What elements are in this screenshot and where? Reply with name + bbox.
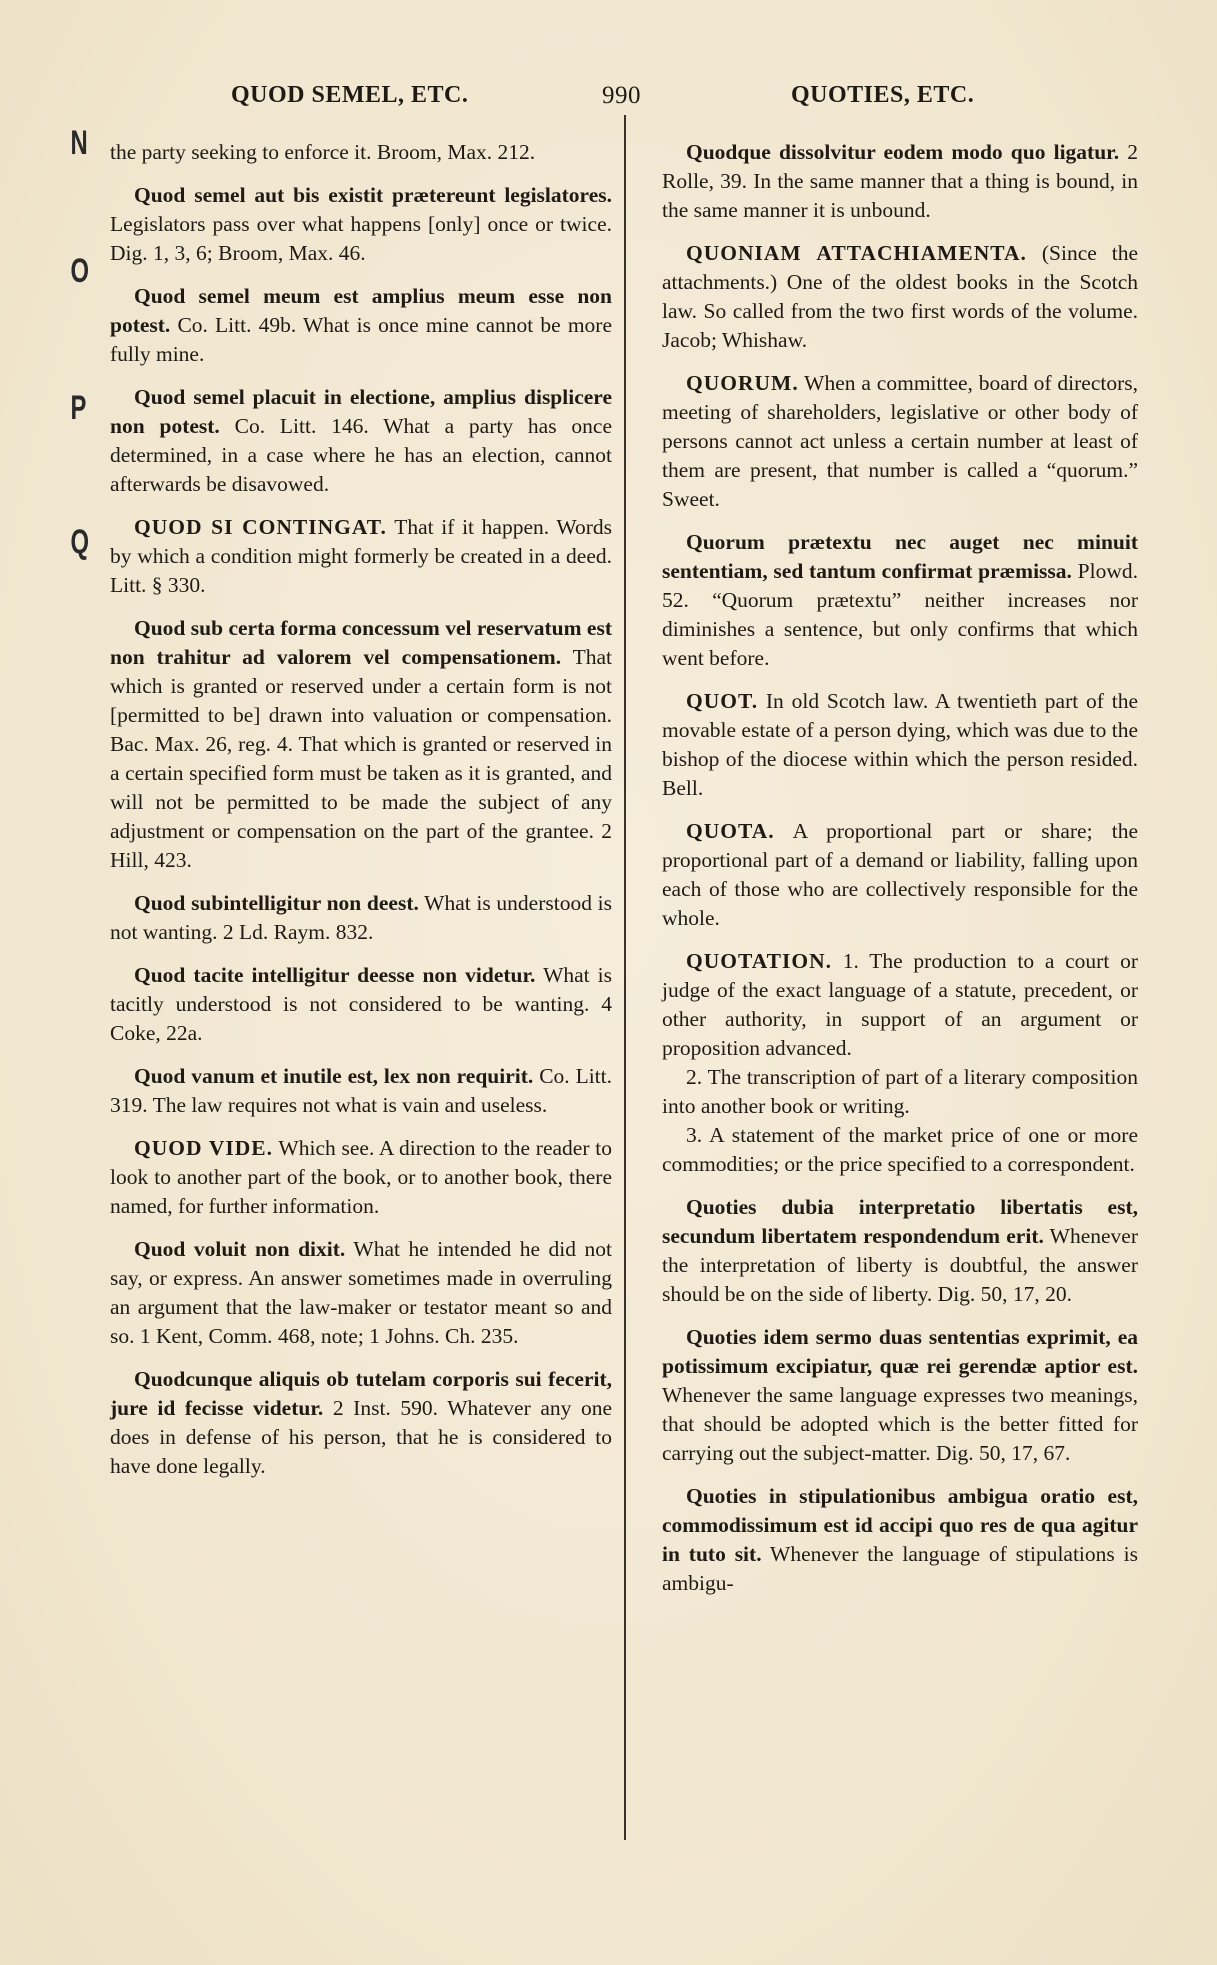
dictionary-entry: Quod semel placuit in electione, amplius displicere non potest. Co. Litt. 146. What a party has once determined, in a case where he has an election, cannot afterwards be disavowed. [110, 385, 612, 496]
left-column [110, 138, 612, 1495]
entry-definition: QUOTATION. 1. The production to a court or judge of the exact language of a statute, precedent, or other authority, in support of an argument or proposition advanced. [662, 949, 1138, 1060]
dictionary-entry: Quod semel meum est amplius meum esse non potest. Co. Litt. 49b. What is once mine cannot be more fully mine. [110, 284, 612, 366]
dictionary-entry: Quod voluit non dixit. What he intended he did not say, or express. An answer sometimes made in overruling an argument that the law-maker or testator meant so and so. 1 Kent, Comm. 468, note; 1 Johns. Ch. 235. [110, 1237, 612, 1348]
dictionary-entry: Quod sub certa forma concessum vel reservatum est non trahitur ad valorem vel compensationem. That which is granted or reserved under a certain form is not [permitted to be] drawn into valuation or compensation. Bac. Max. 26, reg. 4. That which is granted or reserved in a certain specified form must be taken as it is granted, and will not be permitted to be made the subject of any adjustment or compensation on the part of the grantee. 2 Hill, 423. [110, 616, 612, 872]
dictionary-entry: Quoties in stipulationibus ambigua oratio est, commodissimum est id accipi quo res de qua agitur in tuto sit. Whenever the language of stipulations is ambigu- [662, 1484, 1138, 1595]
dictionary-entry: QUOT. In old Scotch law. A twentieth part of the movable estate of a person dying, which was due to the bishop of the diocese within which the person resided. Bell. [662, 689, 1138, 800]
page-number: 990 [602, 82, 641, 109]
dictionary-entry: Quod vanum et inutile est, lex non requirit. Co. Litt. 319. The law requires not what is vain and useless. [110, 1064, 612, 1117]
dictionary-entry: the party seeking to enforce it. Broom, Max. 212. [110, 140, 536, 164]
thumb-index-letter-o[interactable]: O [70, 252, 90, 290]
entry-subdefinition: 2. The transcription of part of a literary composition into another book or writing. [662, 1065, 1138, 1118]
dictionary-entry: QUOTA. A proportional part or share; the proportional part of a demand or liability, falling upon each of those who are collectively responsible for the whole. [662, 819, 1138, 930]
dictionary-entry: QUOD SI CONTINGAT. That if it happen. Words by which a condition might formerly be created in a deed. Litt. § 330. [110, 515, 613, 597]
dictionary-entry: Quod semel aut bis existit prætereunt legislatores. Legislators pass over what happens [only] once or twice. Dig. 1, 3, 6; Broom, Max. 46. [110, 183, 612, 265]
column-divider [624, 115, 626, 1840]
running-header [0, 82, 1217, 122]
dictionary-entry: Quoties dubia interpretatio libertatis est, secundum libertatem respondendum erit. Whenever the interpretation of liberty is doubtful, the answer should be on the side of liberty. Dig. 50, 17, 20. [662, 1195, 1138, 1306]
dictionary-entry: Quodque dissolvitur eodem modo quo ligatur. 2 Rolle, 39. In the same manner that a thing is bound, in the same manner it is unbound. [662, 140, 1138, 222]
dictionary-entry: Quod tacite intelligitur deesse non videtur. What is tacitly understood is not considered to be wanting. 4 Coke, 22a. [110, 963, 612, 1045]
header-right-guideword: QUOTIES, ETC. [791, 82, 975, 108]
entry-subdefinition: 3. A statement of the market price of one or more commodities; or the price specified to a correspondent. [662, 1123, 1138, 1176]
dictionary-entry [662, 947, 1138, 1179]
thumb-index-letter-n[interactable]: N [70, 124, 88, 162]
dictionary-entry: Quodcunque aliquis ob tutelam corporis sui fecerit, jure id fecisse videtur. 2 Inst. 590. Whatever any one does in defense of his person, that he is considered to have done legally. [110, 1367, 612, 1478]
right-column [662, 138, 1138, 1612]
dictionary-entry: Quoties idem sermo duas sententias exprimit, ea potissimum excipiatur, quæ rei gerendæ aptior est. Whenever the same language expresses two meanings, that should be adopted which is the better fitted for carrying out the subject-matter. Dig. 50, 17, 67. [662, 1325, 1138, 1465]
dictionary-entry: Quod subintelligitur non deest. What is understood is not wanting. 2 Ld. Raym. 832. [110, 891, 612, 944]
dictionary-entry: QUOD VIDE. Which see. A direction to the reader to look to another part of the book, or to another book, there named, for further information. [110, 1136, 612, 1218]
dictionary-entry: Quorum prætextu nec auget nec minuit sententiam, sed tantum confirmat præmissa. Plowd. 52. “Quorum prætextu” neither increases nor diminishes a sentence, but only confirms that which went before. [662, 530, 1138, 670]
dictionary-entry: QUORUM. When a committee, board of directors, meeting of shareholders, legislative or other body of persons cannot act unless a certain number at least of them are present, that number is called a “quorum.” Sweet. [662, 371, 1138, 511]
dictionary-entry: QUONIAM ATTACHIAMENTA. (Since the attachments.) One of the oldest books in the Scotch law. So called from the two first words of the volume. Jacob; Whishaw. [662, 241, 1138, 352]
thumb-index-letter-q[interactable]: Q [70, 523, 90, 561]
header-left-guideword: QUOD SEMEL, ETC. [231, 82, 469, 108]
thumb-index-letter-p[interactable]: P [70, 389, 87, 427]
